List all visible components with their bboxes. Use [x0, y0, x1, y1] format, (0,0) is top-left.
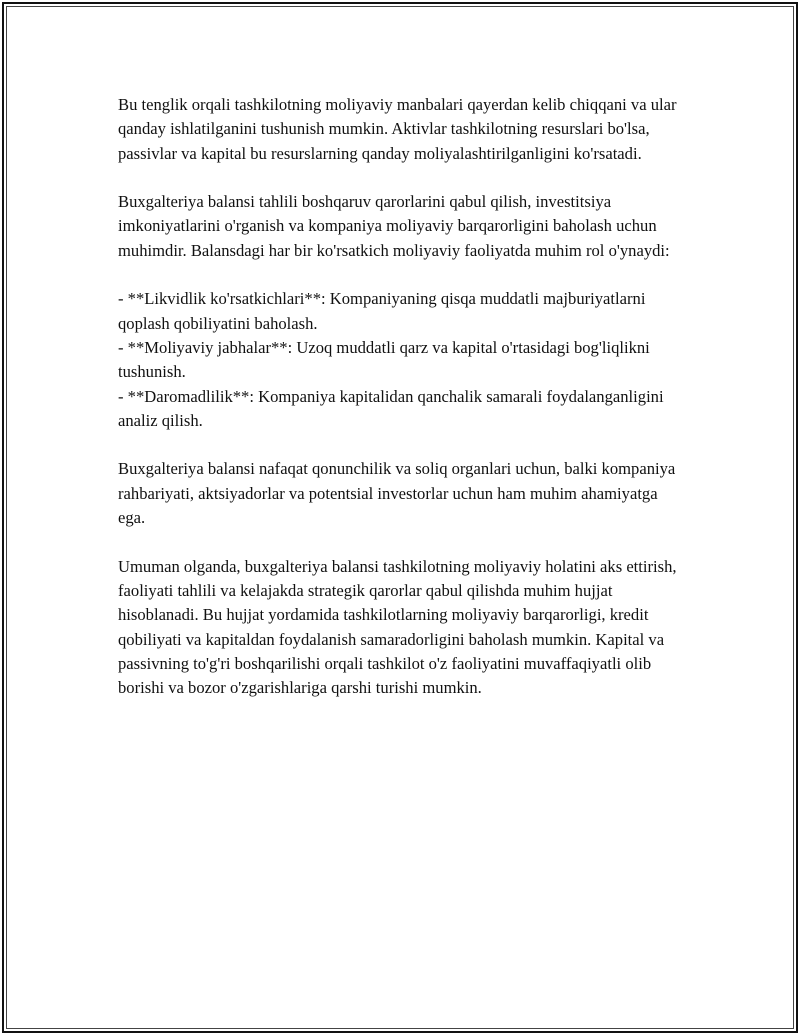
indicator-list: [118, 287, 688, 433]
paragraph-stakeholders: Buxgalteriya balansi nafaqat qonunchilik va soliq organlari uchun, balki kompaniya rahbariyati, aktsiyadorlar va potentsial investorlar uchun ham muhim ahamiyatga ega.: [118, 459, 676, 528]
list-item-liquidity: - **Likvidlik ko'rsatkichlari**: Kompaniyaning qisqa muddatli majburiyatlarni qoplash qobiliyatini baholash.: [118, 289, 646, 333]
paragraph-conclusion: Umuman olganda, buxgalteriya balansi tashkilotning moliyaviy holatini aks ettirish, faoliyati tahlili va kelajakda strategik qarorlar qabul qilishda muhim hujjat hisoblanadi. Bu hujjat yordamida tashkilotlarning moliyaviy barqarorligi, kredit qobiliyati va kapitaldan foydalanish samaradorligini baholash mumkin. Kapital va passivning to'g'ri boshqarilishi orqali tashkilot o'z faoliyatini muvaffaqiyatli olib borishi va bozor o'zgarishlariga qarshi turishi mumkin.: [118, 556, 677, 698]
paragraph-equation-meaning: Bu tenglik orqali tashkilotning moliyaviy manbalari qayerdan kelib chiqqani va ular qanday ishlatilganini tushunish mumkin. Aktivlar tashkilotning resurslari bo'lsa, passivlar va kapital bu resurslarning qanday moliyalashtirilganligini ko'rsatadi.: [118, 95, 677, 163]
list-item-profitability: - **Daromadlilik**: Kompaniya kapitalidan qanchalik samarali foydalanganligini analiz qilish.: [118, 386, 664, 430]
list-item-financial-aspects: - **Moliyaviy jabhalar**: Uzoq muddatli qarz va kapital o'rtasidagi bog'liqlikni tushunish.: [118, 337, 650, 382]
paragraph-balance-analysis: Buxgalteriya balansi tahlili boshqaruv qarorlarini qabul qilish, investitsiya imkoniyatlarini o'rganish va kompaniya moliyaviy barqarorligini baholash uchun muhimdir. Balansdagi har bir ko'rsatkich moliyaviy faoliyatda muhim rol o'ynaydi:: [118, 192, 670, 260]
document-body: [118, 93, 688, 725]
